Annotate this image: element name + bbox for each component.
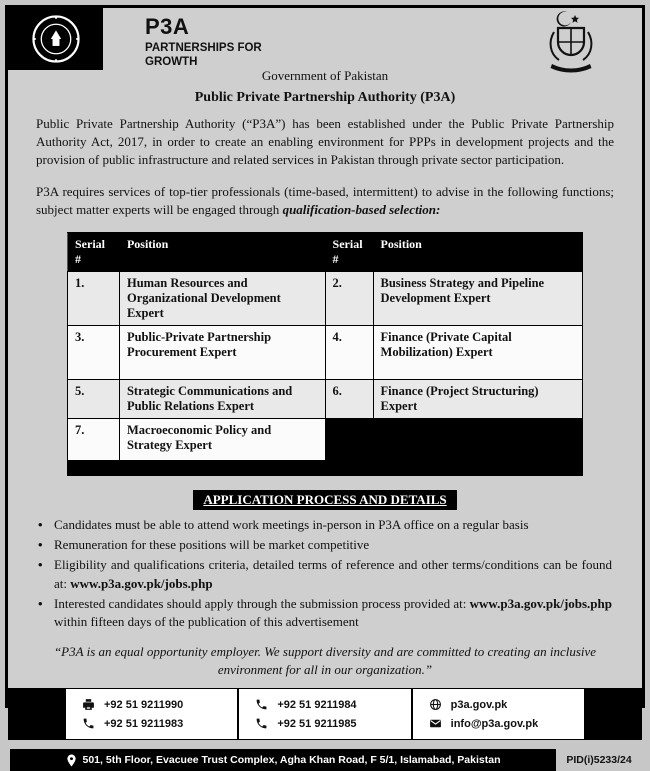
table-row: [68, 418, 583, 460]
pakistan-emblem-icon: [544, 12, 598, 77]
government-line: Government of Pakistan: [261, 68, 389, 83]
phone-number: +92 51 9211984: [277, 698, 357, 711]
bullet-item: • Remuneration for these positions will be market competitive: [54, 536, 612, 554]
jobs-url: www.p3a.gov.pk/jobs.php: [469, 595, 612, 611]
selection-emphasis: qualification-based selection:: [282, 201, 441, 217]
globe-icon: [429, 698, 442, 711]
application-bullets: [8, 516, 642, 631]
contact-column-phones-1: [66, 689, 237, 739]
header-serial-1: Serial #: [68, 232, 120, 271]
positions-table: [67, 232, 583, 476]
contact-item: [255, 717, 394, 730]
position-cell: Human Resources and Organizational Development Expert: [119, 271, 325, 325]
equal-opportunity-quote: “P3A is an equal opportunity employer. We support diversity and are committed to creating an inclusive environment for all in our organization.”: [53, 644, 597, 677]
fax-icon: [82, 698, 95, 711]
serial-cell: 6.: [325, 379, 373, 418]
header-position-1: Position: [119, 232, 325, 271]
advertisement-frame: [5, 5, 645, 767]
requirements-paragraph: [8, 183, 642, 219]
contact-column-phones-2: [237, 689, 410, 739]
contact-edge-left: [8, 688, 66, 740]
contact-item: [255, 698, 394, 711]
contact-item: [429, 698, 568, 711]
table-row: [68, 271, 583, 325]
position-cell: Finance (Project Structuring) Expert: [373, 379, 582, 418]
table-black-strip: [68, 460, 583, 475]
phone-number: +92 51 9211985: [277, 717, 357, 730]
phone-icon: [255, 717, 268, 730]
page-title: Public Private Partnership Authority (P3A): [194, 90, 456, 105]
contact-column-web: [411, 689, 584, 739]
table-row: [68, 325, 583, 379]
brand-block: [145, 8, 275, 70]
serial-cell: 7.: [68, 418, 120, 460]
serial-cell: 4.: [325, 325, 373, 379]
footer-address-bar: [10, 749, 556, 771]
email-icon: [429, 717, 442, 730]
table-row: [68, 379, 583, 418]
bullet-item: [54, 556, 612, 592]
website-url: p3a.gov.pk: [450, 698, 508, 711]
position-cell: Business Strategy and Pipeline Development Expert: [373, 271, 582, 325]
brand-title: P3A: [145, 14, 190, 39]
brand-subtitle: PARTNERSHIPS FOR GROWTH: [145, 42, 262, 68]
serial-cell: 1.: [68, 271, 120, 325]
bullet-item: [54, 595, 612, 631]
phone-icon: [82, 717, 95, 730]
bullet-text: Eligibility and qualifications criteria, detailed terms of reference and other terms/conditions can be found at:: [54, 557, 612, 591]
phone-icon: [255, 698, 268, 711]
bullet-text: Interested candidates should apply through the submission process provided at:: [54, 595, 470, 611]
email-address: info@p3a.gov.pk: [450, 717, 539, 730]
contact-strip: [8, 688, 642, 740]
requirements-text: P3A requires services of top-tier professionals (time-based, intermittent) to advise in the following functions; subject matter experts will be engaged through: [36, 183, 614, 217]
serial-cell: 3.: [68, 325, 120, 379]
phone-number: +92 51 9211983: [104, 717, 184, 730]
position-cell: Macroeconomic Policy and Strategy Expert: [119, 418, 325, 460]
header-serial-2: Serial #: [325, 232, 373, 271]
intro-paragraph: Public Private Partnership Authority (“P3A”) has been established under the Public Private Partnership Authority Act, 2017, in order to create an enabling environment for PPPs in development projects and the provision of public infrastructure and related services in Pakistan through private sector participation.: [36, 116, 614, 168]
contact-item: [429, 717, 568, 730]
p3a-logo: [8, 8, 103, 70]
serial-cell: 2.: [325, 271, 373, 325]
pid-number: PID(i)5233/24: [566, 754, 632, 767]
p3a-seal-icon: [30, 13, 82, 65]
blank-black-cell: [325, 418, 582, 460]
contact-box: [66, 688, 584, 740]
phone-number: +92 51 9211990: [104, 698, 184, 711]
footer-address: 501, 5th Floor, Evacuee Trust Complex, Agha Khan Road, F 5/1, Islamabad, Pakistan: [82, 754, 501, 767]
position-cell: Strategic Communications and Public Relations Expert: [119, 379, 325, 418]
application-heading: APPLICATION PROCESS AND DETAILS: [193, 490, 456, 510]
contact-item: [82, 698, 221, 711]
bullet-text: within fifteen days of the publication of this advertisement: [54, 613, 359, 629]
jobs-url: www.p3a.gov.pk/jobs.php: [70, 575, 213, 591]
serial-cell: 5.: [68, 379, 120, 418]
header-position-2: Position: [373, 232, 582, 271]
footer: [8, 749, 642, 771]
position-cell: Public-Private Partnership Procurement Expert: [119, 325, 325, 379]
location-pin-icon: [66, 754, 77, 767]
bullet-item: • Candidates must be able to attend work meetings in-person in P3A office on a regular basis: [54, 516, 612, 534]
contact-item: [82, 717, 221, 730]
position-cell: Finance (Private Capital Mobilization) Expert: [373, 325, 582, 379]
contact-edge-right: [584, 688, 642, 740]
table-header-row: [68, 232, 583, 271]
header: [8, 8, 642, 74]
